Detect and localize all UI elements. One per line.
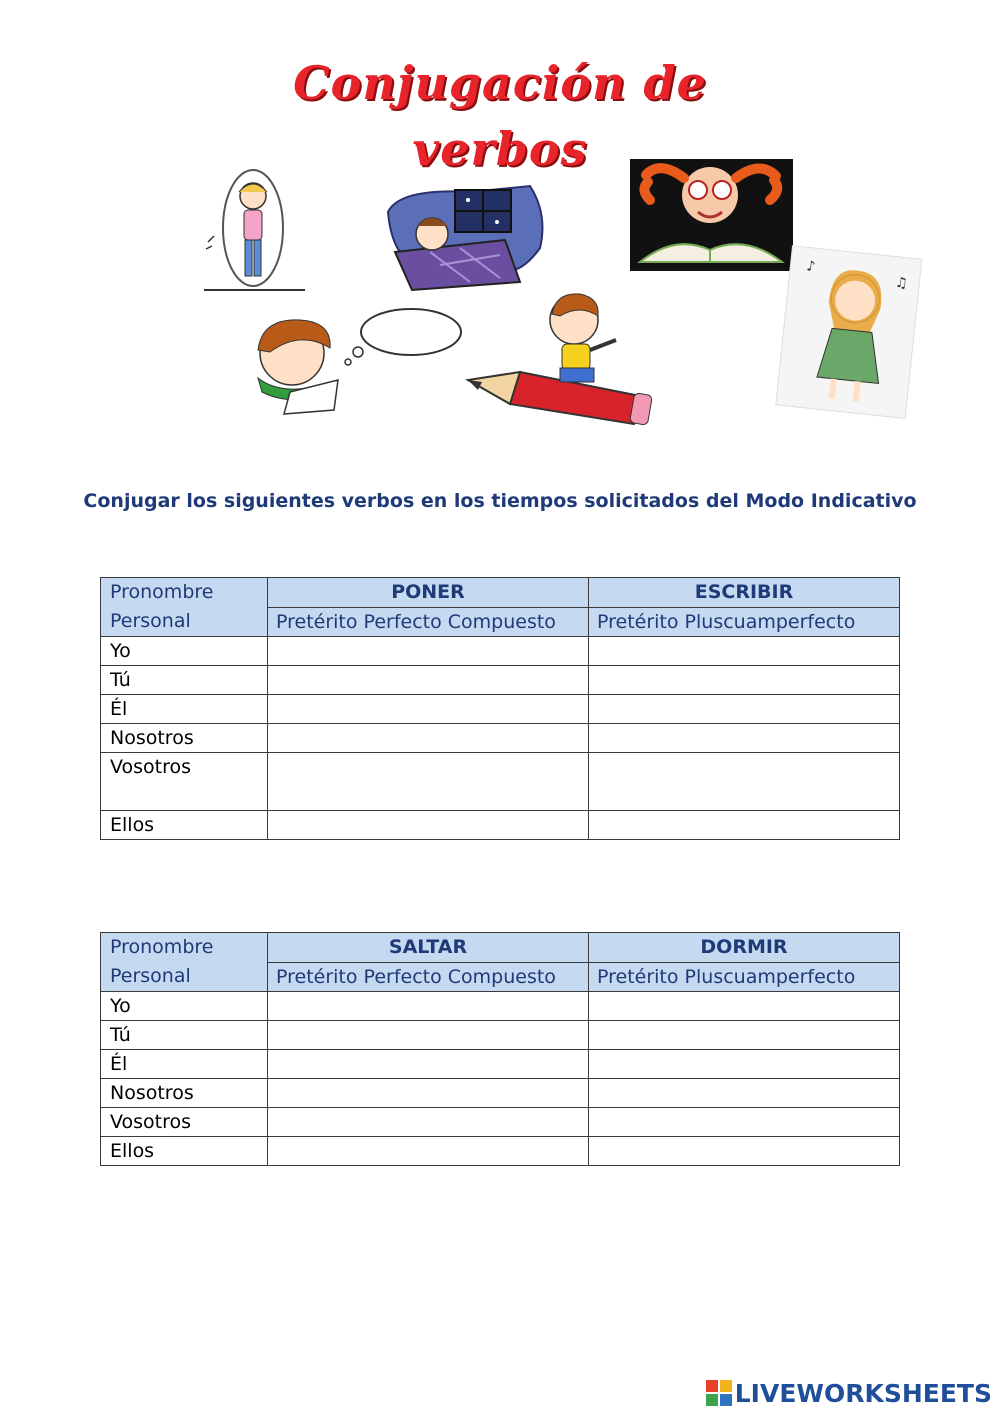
- pronoun-vosotros: Vosotros: [101, 753, 268, 811]
- title-line-1: Conjugación de: [293, 56, 707, 110]
- pronoun-header: [101, 933, 268, 992]
- answer-cell[interactable]: [268, 992, 589, 1021]
- girl-singing-image: [776, 246, 922, 419]
- answer-cell[interactable]: [268, 1108, 589, 1137]
- table-row: [101, 724, 900, 753]
- pronoun-header-line-2: Personal: [110, 610, 191, 632]
- answer-input[interactable]: [589, 753, 899, 810]
- answer-cell[interactable]: [589, 1050, 900, 1079]
- answer-cell[interactable]: [268, 1050, 589, 1079]
- table-row: [101, 637, 900, 666]
- table-row: [101, 811, 900, 840]
- verb-header-saltar: SALTAR: [268, 933, 589, 963]
- answer-input[interactable]: [268, 638, 588, 666]
- answer-input[interactable]: [268, 1109, 588, 1137]
- boy-writing-image: [258, 309, 461, 414]
- pronoun-header-line-1: Pronombre: [110, 936, 214, 958]
- instruction-text: Conjugar los siguientes verbos en los tiempos solicitados del Modo Indicativo: [83, 490, 917, 512]
- pronoun-vosotros: Vosotros: [101, 1108, 268, 1137]
- answer-cell[interactable]: [268, 1021, 589, 1050]
- answer-input[interactable]: [268, 667, 588, 695]
- svg-text:♫: ♫: [894, 274, 909, 292]
- answer-input[interactable]: [268, 1080, 588, 1108]
- verb-header-dormir: DORMIR: [589, 933, 900, 963]
- answer-cell[interactable]: [589, 1137, 900, 1166]
- answer-cell[interactable]: [589, 1021, 900, 1050]
- answer-input[interactable]: [268, 993, 588, 1021]
- answer-input[interactable]: [268, 753, 588, 810]
- pronoun-header-line-2: Personal: [110, 965, 191, 987]
- tense-header-perfecto-compuesto: Pretérito Perfecto Compuesto: [268, 962, 589, 992]
- table-row: [101, 753, 900, 811]
- pronoun-tu: Tú: [101, 666, 268, 695]
- table-row: [101, 1050, 900, 1079]
- answer-cell[interactable]: [268, 753, 589, 811]
- answer-cell[interactable]: [268, 724, 589, 753]
- answer-cell[interactable]: [589, 1079, 900, 1108]
- girl-jumping-rope-image: [204, 170, 305, 290]
- answer-cell[interactable]: [268, 811, 589, 840]
- answer-input[interactable]: [268, 1022, 588, 1050]
- pronoun-ellos: Ellos: [101, 1137, 268, 1166]
- answer-cell[interactable]: [589, 811, 900, 840]
- tense-header-pluscuamperfecto: Pretérito Pluscuamperfecto: [589, 962, 900, 992]
- pronoun-ellos: Ellos: [101, 811, 268, 840]
- pronoun-yo: Yo: [101, 992, 268, 1021]
- answer-input[interactable]: [268, 812, 588, 840]
- answer-cell[interactable]: [268, 1137, 589, 1166]
- answer-input[interactable]: [268, 696, 588, 724]
- answer-input[interactable]: [589, 993, 899, 1021]
- answer-cell[interactable]: [589, 724, 900, 753]
- answer-cell[interactable]: [589, 1108, 900, 1137]
- pronoun-nosotros: Nosotros: [101, 1079, 268, 1108]
- answer-input[interactable]: [589, 1080, 899, 1108]
- pronoun-yo: Yo: [101, 637, 268, 666]
- pronoun-nosotros: Nosotros: [101, 724, 268, 753]
- verb-header-poner: PONER: [268, 578, 589, 608]
- answer-input[interactable]: [589, 812, 899, 840]
- girl-reading-image: [630, 159, 793, 271]
- answer-cell[interactable]: [589, 637, 900, 666]
- answer-input[interactable]: [589, 725, 899, 753]
- table-row: [101, 1079, 900, 1108]
- answer-input[interactable]: [589, 1051, 899, 1079]
- answer-input[interactable]: [589, 696, 899, 724]
- answer-input[interactable]: [268, 1138, 588, 1166]
- liveworksheets-logo-icon: [706, 1380, 732, 1406]
- answer-input[interactable]: [268, 1051, 588, 1079]
- table-row: [101, 695, 900, 724]
- answer-input[interactable]: [589, 1022, 899, 1050]
- table-row: [101, 1108, 900, 1137]
- pronoun-el: Él: [101, 1050, 268, 1079]
- pronoun-el: Él: [101, 695, 268, 724]
- tense-header-perfecto-compuesto: Pretérito Perfecto Compuesto: [268, 607, 589, 637]
- tense-header-pluscuamperfecto: Pretérito Pluscuamperfecto: [589, 607, 900, 637]
- table-row: [101, 1137, 900, 1166]
- cartoon-illustrations: [0, 150, 1000, 440]
- liveworksheets-logo-text: LIVEWORKSHEETS: [734, 1378, 992, 1408]
- answer-cell[interactable]: [268, 1079, 589, 1108]
- verb-header-escribir: ESCRIBIR: [589, 578, 900, 608]
- answer-cell[interactable]: [268, 666, 589, 695]
- liveworksheets-logo[interactable]: [706, 1376, 992, 1410]
- svg-text:♪: ♪: [805, 258, 817, 276]
- answer-cell[interactable]: [589, 695, 900, 724]
- boy-sleeping-image: [388, 186, 542, 290]
- answer-cell[interactable]: [589, 992, 900, 1021]
- answer-input[interactable]: [589, 1138, 899, 1166]
- conjugation-table-1: [100, 577, 900, 840]
- answer-input[interactable]: [589, 667, 899, 695]
- conjugation-table-2: [100, 932, 900, 1166]
- answer-cell[interactable]: [268, 695, 589, 724]
- answer-input[interactable]: [589, 1109, 899, 1137]
- pronoun-header-line-1: Pronombre: [110, 581, 214, 603]
- answer-cell[interactable]: [589, 753, 900, 811]
- answer-input[interactable]: [589, 638, 899, 666]
- pronoun-header: [101, 578, 268, 637]
- pronoun-tu: Tú: [101, 1021, 268, 1050]
- answer-cell[interactable]: [589, 666, 900, 695]
- table-row: [101, 1021, 900, 1050]
- boy-on-pencil-image: [468, 294, 652, 426]
- table-row: [101, 666, 900, 695]
- title-line-2: verbos: [412, 122, 588, 176]
- table-row: [101, 992, 900, 1021]
- answer-cell[interactable]: [268, 637, 589, 666]
- answer-input[interactable]: [268, 725, 588, 753]
